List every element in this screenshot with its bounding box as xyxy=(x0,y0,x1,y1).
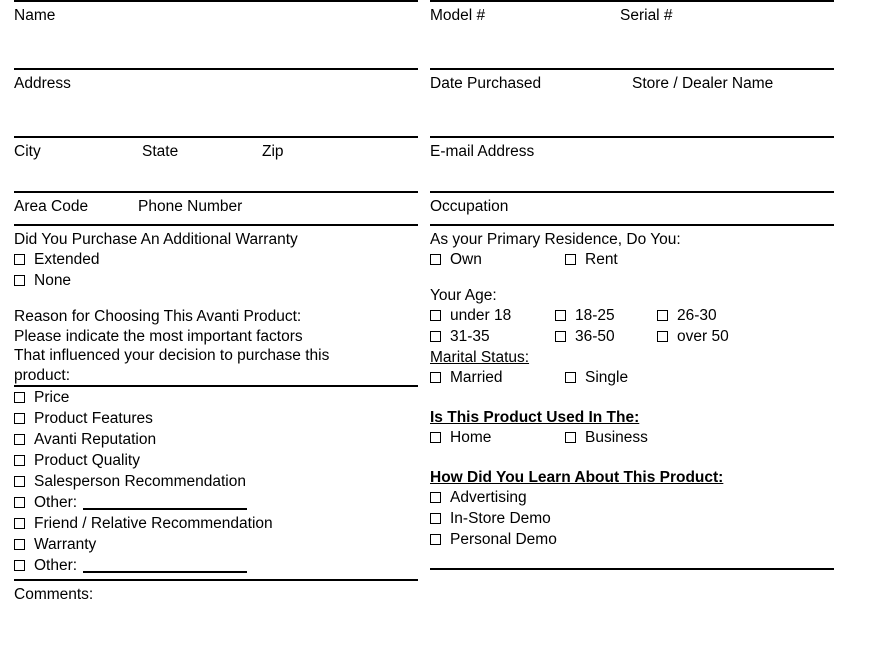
reason-option-label: Other: xyxy=(34,557,78,574)
comments-label: Comments: xyxy=(14,586,94,603)
age-option-over-50: over 50 xyxy=(677,328,729,345)
reason-option-label: Friend / Relative Recommendation xyxy=(34,515,273,532)
checkbox-icon[interactable] xyxy=(14,413,25,424)
checkbox-icon[interactable] xyxy=(430,492,441,503)
reason-option-other-1[interactable] xyxy=(14,492,418,513)
reason-option-label: Salesperson Recommendation xyxy=(34,473,246,490)
store-dealer-label: Store / Dealer Name xyxy=(632,75,774,92)
reason-option-label: Product Quality xyxy=(34,452,140,469)
reason-option-warranty[interactable] xyxy=(14,534,418,555)
divider-bottom-right xyxy=(430,568,834,570)
learn-option-personal-demo[interactable] xyxy=(430,529,834,550)
age-option-36-50: 36-50 xyxy=(575,328,615,345)
phone-number-label: Phone Number xyxy=(138,198,243,215)
marital-options-row xyxy=(430,367,834,388)
checkbox-icon[interactable] xyxy=(14,476,25,487)
age-options-row-2 xyxy=(430,326,834,347)
checkbox-icon[interactable] xyxy=(657,331,668,342)
checkbox-icon[interactable] xyxy=(14,497,25,508)
checkbox-icon[interactable] xyxy=(430,372,441,383)
serial-label: Serial # xyxy=(620,7,673,24)
model-serial-field[interactable] xyxy=(430,2,834,68)
reason-heading-line: That influenced your decision to purchase this xyxy=(14,347,330,364)
checkbox-icon[interactable] xyxy=(430,513,441,524)
name-label: Name xyxy=(14,7,56,24)
marital-status-heading xyxy=(430,347,834,367)
reason-option-friend-relative-recommendation[interactable] xyxy=(14,513,418,534)
reason-option-label: Avanti Reputation xyxy=(34,431,157,448)
checkbox-icon[interactable] xyxy=(430,310,441,321)
age-heading: Your Age: xyxy=(430,287,497,304)
checkbox-icon[interactable] xyxy=(430,432,441,443)
residence-option-own: Own xyxy=(450,251,482,268)
marital-option-married: Married xyxy=(450,369,503,386)
checkbox-icon[interactable] xyxy=(14,518,25,529)
age-option-31-35: 31-35 xyxy=(450,328,490,345)
checkbox-icon[interactable] xyxy=(14,275,25,286)
reason-option-label: Other: xyxy=(34,494,78,511)
checkbox-icon[interactable] xyxy=(657,310,668,321)
reason-option-label: Product Features xyxy=(34,410,153,427)
reason-heading-line: Please indicate the most important factors xyxy=(14,327,303,345)
residence-option-rent: Rent xyxy=(585,251,618,268)
checkbox-icon[interactable] xyxy=(430,534,441,545)
reason-heading-line: Reason for Choosing This Avanti Product: xyxy=(14,308,302,325)
warranty-option-label: None xyxy=(34,272,72,289)
age-option-under-18: under 18 xyxy=(450,307,512,324)
marital-status-heading-text: Marital Status: xyxy=(430,349,530,366)
checkbox-icon[interactable] xyxy=(14,434,25,445)
other-write-in-line-2[interactable] xyxy=(83,559,247,573)
occupation-label: Occupation xyxy=(430,198,509,215)
warranty-option-extended[interactable] xyxy=(14,249,418,270)
reason-option-label: Price xyxy=(34,389,70,406)
checkbox-icon[interactable] xyxy=(430,254,441,265)
used-in-options-row xyxy=(430,427,834,448)
learn-option-label: Advertising xyxy=(450,489,527,506)
learn-option-label: Personal Demo xyxy=(450,531,557,548)
left-column xyxy=(14,0,418,604)
checkbox-icon[interactable] xyxy=(430,331,441,342)
reason-option-label: Warranty xyxy=(34,536,97,553)
name-field[interactable] xyxy=(14,2,418,68)
area-code-label: Area Code xyxy=(14,198,89,215)
learn-option-label: In-Store Demo xyxy=(450,510,551,527)
zip-label: Zip xyxy=(262,143,284,160)
reason-option-other-2[interactable] xyxy=(14,555,418,576)
reason-heading-line: product: xyxy=(14,366,71,384)
used-in-heading: Is This Product Used In The: xyxy=(430,409,640,426)
reason-option-price[interactable] xyxy=(14,387,418,408)
checkbox-icon[interactable] xyxy=(14,560,25,571)
city-state-zip-field[interactable] xyxy=(14,138,418,191)
checkbox-icon[interactable] xyxy=(14,455,25,466)
model-label: Model # xyxy=(430,7,486,24)
warranty-option-none[interactable] xyxy=(14,270,418,291)
checkbox-icon[interactable] xyxy=(555,331,566,342)
residence-options-row xyxy=(430,249,834,270)
checkbox-icon[interactable] xyxy=(565,372,576,383)
date-purchased-label: Date Purchased xyxy=(430,75,542,92)
learn-option-advertising[interactable] xyxy=(430,487,834,508)
city-label: City xyxy=(14,143,41,160)
checkbox-icon[interactable] xyxy=(565,432,576,443)
reason-option-salesperson-recommendation[interactable] xyxy=(14,471,418,492)
checkbox-icon[interactable] xyxy=(555,310,566,321)
address-field[interactable] xyxy=(14,70,418,136)
used-in-option-business: Business xyxy=(585,429,648,446)
warranty-question: Did You Purchase An Additional Warranty xyxy=(14,231,298,248)
learn-heading: How Did You Learn About This Product: xyxy=(430,469,724,486)
reason-heading xyxy=(14,307,418,385)
address-label: Address xyxy=(14,75,71,92)
learn-option-in-store-demo[interactable] xyxy=(430,508,834,529)
email-field[interactable] xyxy=(430,138,834,191)
reason-option-avanti-reputation[interactable] xyxy=(14,429,418,450)
warranty-option-label: Extended xyxy=(34,251,100,268)
other-write-in-line-1[interactable] xyxy=(83,496,247,510)
age-option-18-25: 18-25 xyxy=(575,307,615,324)
checkbox-icon[interactable] xyxy=(14,539,25,550)
right-column xyxy=(430,0,834,570)
age-option-26-30: 26-30 xyxy=(677,307,717,324)
residence-question: As your Primary Residence, Do You: xyxy=(430,231,681,248)
checkbox-icon[interactable] xyxy=(14,254,25,265)
reason-option-product-features[interactable] xyxy=(14,408,418,429)
used-in-option-home: Home xyxy=(450,429,492,446)
email-label: E-mail Address xyxy=(430,143,535,160)
age-options-row-1 xyxy=(430,305,834,326)
checkbox-icon[interactable] xyxy=(565,254,576,265)
occupation-field[interactable] xyxy=(430,193,834,224)
state-label: State xyxy=(142,143,179,160)
reason-option-product-quality[interactable] xyxy=(14,450,418,471)
marital-option-single: Single xyxy=(585,369,629,386)
date-store-field[interactable] xyxy=(430,70,834,136)
phone-field[interactable] xyxy=(14,193,418,224)
checkbox-icon[interactable] xyxy=(14,392,25,403)
